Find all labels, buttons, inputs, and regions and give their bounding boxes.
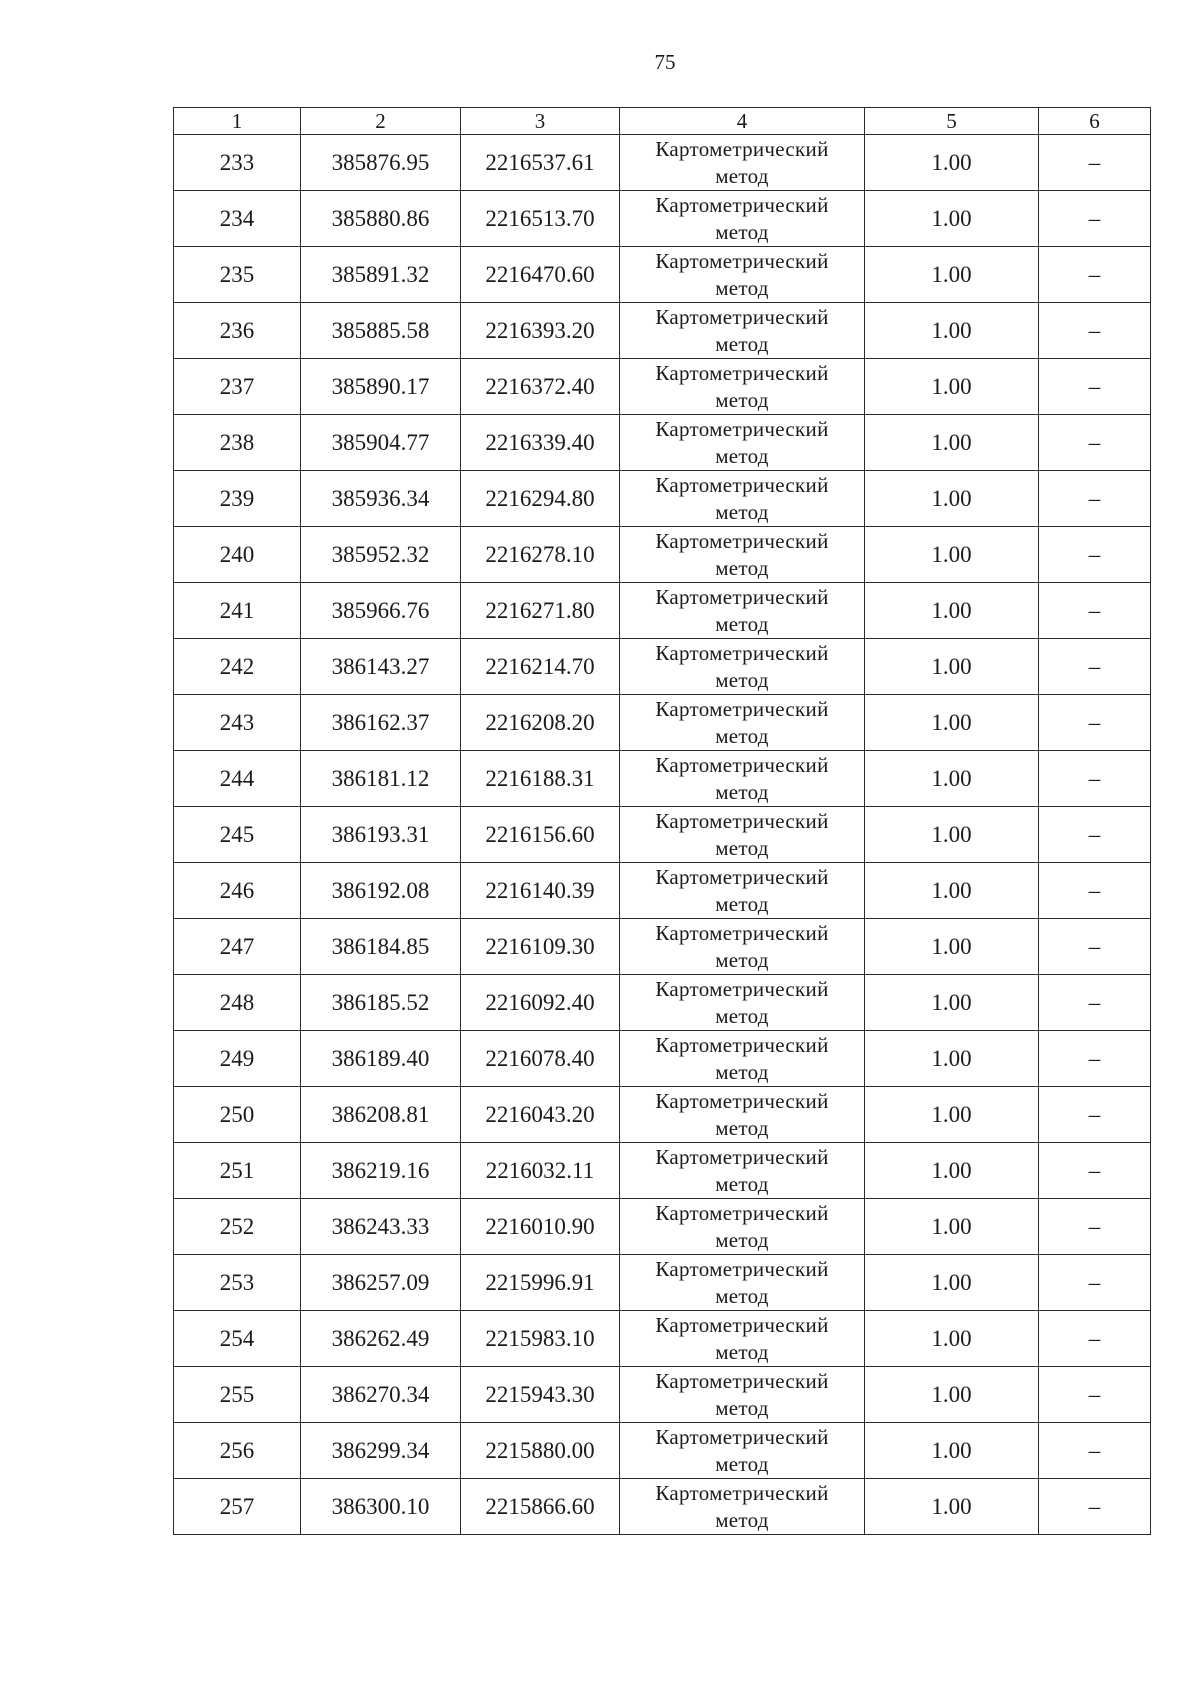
method-text-line: Картометрический: [655, 808, 829, 833]
table-row: [174, 975, 1151, 1031]
y-coordinate-cell: 2216214.70: [461, 639, 620, 695]
method-text-line: Картометрический: [655, 976, 829, 1001]
accuracy-cell: 1.00: [865, 1311, 1039, 1367]
accuracy-cell: 1.00: [865, 1255, 1039, 1311]
method-text-line: метод: [715, 1507, 769, 1532]
table-row: [174, 527, 1151, 583]
accuracy-cell: 1.00: [865, 1031, 1039, 1087]
x-coordinate-cell: 386257.09: [301, 1255, 461, 1311]
point-number-cell: 233: [174, 135, 301, 191]
column-header: 1: [174, 108, 301, 135]
method-text-line: Картометрический: [655, 640, 829, 665]
x-coordinate-cell: 385885.58: [301, 303, 461, 359]
x-coordinate-cell: 385936.34: [301, 471, 461, 527]
note-cell: –: [1039, 527, 1151, 583]
method-cell: [620, 527, 865, 583]
method-cell: [620, 1031, 865, 1087]
method-text-line: метод: [715, 947, 769, 972]
method-cell: [620, 247, 865, 303]
accuracy-cell: 1.00: [865, 247, 1039, 303]
x-coordinate-cell: 386162.37: [301, 695, 461, 751]
method-text-line: Картометрический: [655, 1144, 829, 1169]
note-cell: –: [1039, 1087, 1151, 1143]
method-text-line: Картометрический: [655, 1424, 829, 1449]
y-coordinate-cell: 2215943.30: [461, 1367, 620, 1423]
method-cell: [620, 1199, 865, 1255]
note-cell: –: [1039, 1479, 1151, 1535]
method-text-line: Картометрический: [655, 360, 829, 385]
method-text-line: метод: [715, 1115, 769, 1140]
y-coordinate-cell: 2215983.10: [461, 1311, 620, 1367]
note-cell: –: [1039, 639, 1151, 695]
note-cell: –: [1039, 1031, 1151, 1087]
table-row: [174, 863, 1151, 919]
accuracy-cell: 1.00: [865, 807, 1039, 863]
method-cell: [620, 1311, 865, 1367]
table-row: [174, 303, 1151, 359]
method-text-line: Картометрический: [655, 192, 829, 217]
accuracy-cell: 1.00: [865, 975, 1039, 1031]
y-coordinate-cell: 2216278.10: [461, 527, 620, 583]
table-row: [174, 695, 1151, 751]
y-coordinate-cell: 2216208.20: [461, 695, 620, 751]
accuracy-cell: 1.00: [865, 471, 1039, 527]
y-coordinate-cell: 2216140.39: [461, 863, 620, 919]
x-coordinate-cell: 385876.95: [301, 135, 461, 191]
note-cell: –: [1039, 1255, 1151, 1311]
note-cell: –: [1039, 751, 1151, 807]
note-cell: –: [1039, 1311, 1151, 1367]
table-row: [174, 751, 1151, 807]
table-row: [174, 919, 1151, 975]
method-cell: [620, 975, 865, 1031]
y-coordinate-cell: 2216109.30: [461, 919, 620, 975]
accuracy-cell: 1.00: [865, 1479, 1039, 1535]
table-body: [174, 135, 1151, 1535]
point-number-cell: 255: [174, 1367, 301, 1423]
method-text-line: метод: [715, 1171, 769, 1196]
table-row: [174, 1367, 1151, 1423]
note-cell: –: [1039, 471, 1151, 527]
y-coordinate-cell: 2216043.20: [461, 1087, 620, 1143]
method-cell: [620, 359, 865, 415]
table-row: [174, 247, 1151, 303]
method-cell: [620, 1367, 865, 1423]
y-coordinate-cell: 2216513.70: [461, 191, 620, 247]
y-coordinate-cell: 2216078.40: [461, 1031, 620, 1087]
accuracy-cell: 1.00: [865, 1199, 1039, 1255]
point-number-cell: 248: [174, 975, 301, 1031]
note-cell: –: [1039, 863, 1151, 919]
point-number-cell: 245: [174, 807, 301, 863]
header-row: [174, 108, 1151, 135]
method-text-line: Картометрический: [655, 1032, 829, 1057]
method-text-line: Картометрический: [655, 920, 829, 945]
y-coordinate-cell: 2216271.80: [461, 583, 620, 639]
method-text-line: Картометрический: [655, 696, 829, 721]
method-text-line: метод: [715, 835, 769, 860]
note-cell: –: [1039, 1199, 1151, 1255]
point-number-cell: 238: [174, 415, 301, 471]
note-cell: –: [1039, 359, 1151, 415]
table-row: [174, 359, 1151, 415]
accuracy-cell: 1.00: [865, 639, 1039, 695]
method-text-line: метод: [715, 331, 769, 356]
method-text-line: Картометрический: [655, 248, 829, 273]
x-coordinate-cell: 386300.10: [301, 1479, 461, 1535]
y-coordinate-cell: 2216393.20: [461, 303, 620, 359]
method-cell: [620, 863, 865, 919]
point-number-cell: 252: [174, 1199, 301, 1255]
method-text-line: метод: [715, 1227, 769, 1252]
x-coordinate-cell: 385890.17: [301, 359, 461, 415]
method-cell: [620, 1143, 865, 1199]
method-text-line: метод: [715, 1003, 769, 1028]
table-row: [174, 1479, 1151, 1535]
point-number-cell: 241: [174, 583, 301, 639]
note-cell: –: [1039, 1367, 1151, 1423]
table-row: [174, 807, 1151, 863]
point-number-cell: 242: [174, 639, 301, 695]
table-row: [174, 1423, 1151, 1479]
method-text-line: Картометрический: [655, 1368, 829, 1393]
point-number-cell: 257: [174, 1479, 301, 1535]
accuracy-cell: 1.00: [865, 583, 1039, 639]
method-text-line: метод: [715, 499, 769, 524]
table-row: [174, 191, 1151, 247]
point-number-cell: 249: [174, 1031, 301, 1087]
table-row: [174, 1311, 1151, 1367]
x-coordinate-cell: 386193.31: [301, 807, 461, 863]
method-text-line: Картометрический: [655, 304, 829, 329]
method-text-line: метод: [715, 555, 769, 580]
point-number-cell: 254: [174, 1311, 301, 1367]
method-text-line: Картометрический: [655, 752, 829, 777]
note-cell: –: [1039, 303, 1151, 359]
accuracy-cell: 1.00: [865, 527, 1039, 583]
accuracy-cell: 1.00: [865, 863, 1039, 919]
method-text-line: метод: [715, 667, 769, 692]
method-text-line: Картометрический: [655, 136, 829, 161]
point-number-cell: 251: [174, 1143, 301, 1199]
y-coordinate-cell: 2215880.00: [461, 1423, 620, 1479]
accuracy-cell: 1.00: [865, 695, 1039, 751]
accuracy-cell: 1.00: [865, 751, 1039, 807]
method-cell: [620, 639, 865, 695]
point-number-cell: 253: [174, 1255, 301, 1311]
method-text-line: Картометрический: [655, 472, 829, 497]
accuracy-cell: 1.00: [865, 919, 1039, 975]
table-row: [174, 1199, 1151, 1255]
note-cell: –: [1039, 415, 1151, 471]
method-cell: [620, 583, 865, 639]
y-coordinate-cell: 2216156.60: [461, 807, 620, 863]
x-coordinate-cell: 386299.34: [301, 1423, 461, 1479]
method-cell: [620, 415, 865, 471]
accuracy-cell: 1.00: [865, 303, 1039, 359]
note-cell: –: [1039, 1423, 1151, 1479]
x-coordinate-cell: 385966.76: [301, 583, 461, 639]
x-coordinate-cell: 385880.86: [301, 191, 461, 247]
table-row: [174, 135, 1151, 191]
method-text-line: метод: [715, 891, 769, 916]
x-coordinate-cell: 386270.34: [301, 1367, 461, 1423]
note-cell: –: [1039, 975, 1151, 1031]
accuracy-cell: 1.00: [865, 135, 1039, 191]
x-coordinate-cell: 386184.85: [301, 919, 461, 975]
point-number-cell: 235: [174, 247, 301, 303]
point-number-cell: 240: [174, 527, 301, 583]
y-coordinate-cell: 2216032.11: [461, 1143, 620, 1199]
note-cell: –: [1039, 191, 1151, 247]
x-coordinate-cell: 386243.33: [301, 1199, 461, 1255]
point-number-cell: 244: [174, 751, 301, 807]
column-header: 2: [301, 108, 461, 135]
table-row: [174, 1255, 1151, 1311]
x-coordinate-cell: 386181.12: [301, 751, 461, 807]
table-row: [174, 415, 1151, 471]
method-cell: [620, 1087, 865, 1143]
point-number-cell: 234: [174, 191, 301, 247]
y-coordinate-cell: 2216010.90: [461, 1199, 620, 1255]
column-header: 4: [620, 108, 865, 135]
method-cell: [620, 135, 865, 191]
point-number-cell: 256: [174, 1423, 301, 1479]
y-coordinate-cell: 2216470.60: [461, 247, 620, 303]
method-text-line: Картометрический: [655, 1256, 829, 1281]
method-text-line: метод: [715, 1283, 769, 1308]
x-coordinate-cell: 386219.16: [301, 1143, 461, 1199]
method-text-line: Картометрический: [655, 1312, 829, 1337]
note-cell: –: [1039, 247, 1151, 303]
method-cell: [620, 1255, 865, 1311]
method-text-line: Картометрический: [655, 416, 829, 441]
y-coordinate-cell: 2216092.40: [461, 975, 620, 1031]
accuracy-cell: 1.00: [865, 1367, 1039, 1423]
method-text-line: метод: [715, 723, 769, 748]
method-text-line: Картометрический: [655, 528, 829, 553]
method-cell: [620, 1423, 865, 1479]
method-cell: [620, 807, 865, 863]
method-text-line: Картометрический: [655, 1200, 829, 1225]
method-cell: [620, 695, 865, 751]
accuracy-cell: 1.00: [865, 1143, 1039, 1199]
method-text-line: метод: [715, 1451, 769, 1476]
x-coordinate-cell: 386189.40: [301, 1031, 461, 1087]
method-cell: [620, 471, 865, 527]
method-cell: [620, 919, 865, 975]
x-coordinate-cell: 386262.49: [301, 1311, 461, 1367]
x-coordinate-cell: 386208.81: [301, 1087, 461, 1143]
x-coordinate-cell: 386143.27: [301, 639, 461, 695]
note-cell: –: [1039, 1143, 1151, 1199]
method-cell: [620, 191, 865, 247]
method-text-line: Картометрический: [655, 1088, 829, 1113]
point-number-cell: 237: [174, 359, 301, 415]
y-coordinate-cell: 2216372.40: [461, 359, 620, 415]
method-text-line: метод: [715, 275, 769, 300]
point-number-cell: 243: [174, 695, 301, 751]
method-text-line: метод: [715, 1339, 769, 1364]
point-number-cell: 247: [174, 919, 301, 975]
method-text-line: метод: [715, 1395, 769, 1420]
y-coordinate-cell: 2215996.91: [461, 1255, 620, 1311]
note-cell: –: [1039, 583, 1151, 639]
note-cell: –: [1039, 695, 1151, 751]
x-coordinate-cell: 386185.52: [301, 975, 461, 1031]
table-row: [174, 1031, 1151, 1087]
y-coordinate-cell: 2216188.31: [461, 751, 620, 807]
table-row: [174, 1143, 1151, 1199]
point-number-cell: 236: [174, 303, 301, 359]
method-text-line: Картометрический: [655, 584, 829, 609]
method-text-line: метод: [715, 1059, 769, 1084]
method-cell: [620, 1479, 865, 1535]
x-coordinate-cell: 385904.77: [301, 415, 461, 471]
method-text-line: метод: [715, 779, 769, 804]
method-text-line: метод: [715, 163, 769, 188]
note-cell: –: [1039, 135, 1151, 191]
accuracy-cell: 1.00: [865, 359, 1039, 415]
accuracy-cell: 1.00: [865, 191, 1039, 247]
column-header: 3: [461, 108, 620, 135]
y-coordinate-cell: 2216339.40: [461, 415, 620, 471]
note-cell: –: [1039, 919, 1151, 975]
method-text-line: метод: [715, 611, 769, 636]
accuracy-cell: 1.00: [865, 1087, 1039, 1143]
x-coordinate-cell: 386192.08: [301, 863, 461, 919]
method-text-line: Картометрический: [655, 1480, 829, 1505]
method-text-line: метод: [715, 443, 769, 468]
table-header: [174, 108, 1151, 135]
method-cell: [620, 303, 865, 359]
method-text-line: Картометрический: [655, 864, 829, 889]
y-coordinate-cell: 2216294.80: [461, 471, 620, 527]
method-text-line: метод: [715, 219, 769, 244]
method-text-line: метод: [715, 387, 769, 412]
x-coordinate-cell: 385952.32: [301, 527, 461, 583]
point-number-cell: 250: [174, 1087, 301, 1143]
column-header: 6: [1039, 108, 1151, 135]
table-row: [174, 639, 1151, 695]
column-header: 5: [865, 108, 1039, 135]
point-number-cell: 239: [174, 471, 301, 527]
table-row: [174, 583, 1151, 639]
x-coordinate-cell: 385891.32: [301, 247, 461, 303]
point-number-cell: 246: [174, 863, 301, 919]
coordinates-table: [173, 107, 1151, 1535]
method-cell: [620, 751, 865, 807]
accuracy-cell: 1.00: [865, 1423, 1039, 1479]
y-coordinate-cell: 2215866.60: [461, 1479, 620, 1535]
table-row: [174, 471, 1151, 527]
note-cell: –: [1039, 807, 1151, 863]
accuracy-cell: 1.00: [865, 415, 1039, 471]
page-number: 75: [654, 50, 676, 74]
table-row: [174, 1087, 1151, 1143]
y-coordinate-cell: 2216537.61: [461, 135, 620, 191]
